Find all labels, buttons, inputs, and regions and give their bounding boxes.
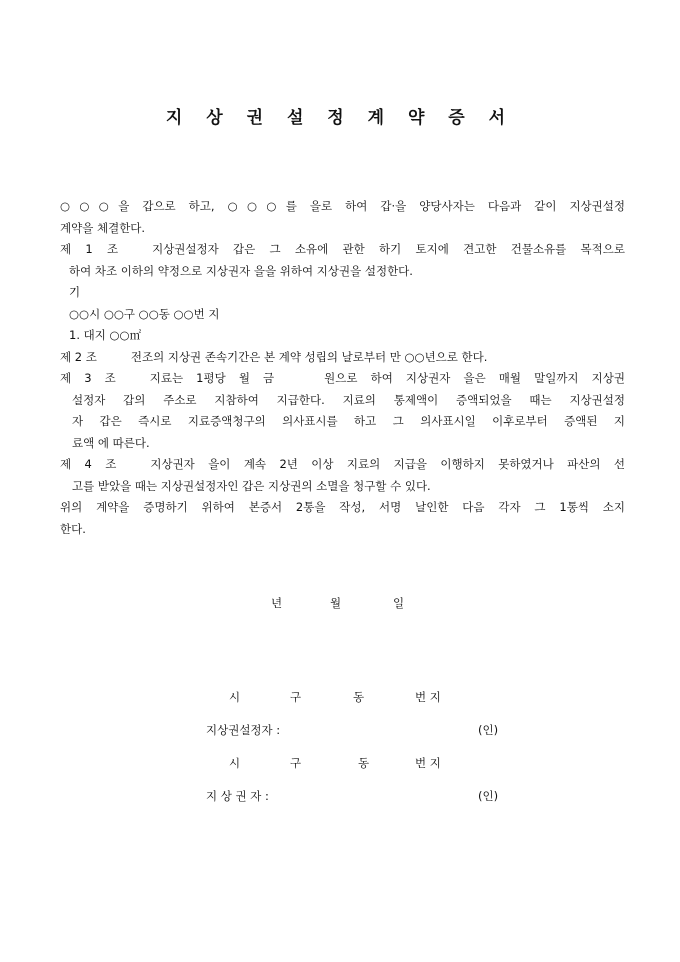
article-text: 전조의 지상권 존속기간은 본 계약 성립의 날로부터 만 ○○년으로 한다. <box>130 349 488 364</box>
seal-mark: (인) <box>478 723 499 737</box>
address-si: 시 <box>229 690 241 704</box>
contract-date <box>0 595 680 615</box>
article-2-line <box>60 347 625 369</box>
article-text: 지료는 1평당 월 금 <box>149 371 275 385</box>
article-4-line <box>60 454 625 476</box>
date-year: 년 <box>271 596 283 610</box>
holder-label: 지 상 권 자 : <box>206 789 269 803</box>
address-beonji: 번 지 <box>415 690 441 704</box>
address-gu: 구 <box>290 690 302 704</box>
grantor-signature <box>0 722 680 742</box>
article-1-line: 하여 차조 이하의 약정으로 지상권자 을을 위하여 지상권을 설정한다. <box>69 263 413 278</box>
address-dong: 동 <box>358 756 370 770</box>
closing-line: 위의 계약을 증명하기 위하여 본증서 2통을 작성, 서명 날인한 다음 각자 그 1통씩 소지 <box>60 500 625 514</box>
seal-mark: (인) <box>478 789 499 803</box>
address-dong: 동 <box>353 690 365 704</box>
article-text: 지상권설정자 갑은 그 소유에 관한 하기 토지에 견고한 건물소유를 목적으로 <box>152 242 625 256</box>
document-title: 지 상 권 설 정 계 약 증 서 <box>165 108 515 128</box>
article-text: 지상권자 을이 계속 2년 이상 지료의 지급을 이행하지 못하였거나 파산의 선 <box>150 457 625 471</box>
intro-line: 계약을 체결한다. <box>60 220 146 235</box>
closing-line: 한다. <box>60 521 86 536</box>
article-3-line <box>60 368 625 390</box>
article-3-line: 설정자 갑의 주소로 지참하여 지급한다. 지료의 통제액이 증액되었을 때는 지상권설정 <box>72 392 625 407</box>
article-4-line: 고를 받았을 때는 지상권설정자인 갑은 지상권의 소멸을 청구할 수 있다. <box>72 478 431 493</box>
article-label: 제 1 조 <box>60 242 119 256</box>
date-month: 월 <box>330 596 342 610</box>
address-si: 시 <box>229 756 241 770</box>
article-label: 제 3 조 <box>60 371 116 385</box>
article-3-line: 료액 에 따른다. <box>72 435 150 450</box>
grantor-address <box>0 689 680 709</box>
article-label: 제 4 조 <box>60 457 117 471</box>
contract-body <box>60 196 625 540</box>
land-area: 1. 대지 ○○㎡ <box>69 328 142 342</box>
gi-heading: 기 <box>69 285 81 299</box>
address-gu: 구 <box>290 756 302 770</box>
grantor-label: 지상권설정자 : <box>206 723 281 737</box>
address-beonji: 번 지 <box>415 756 441 770</box>
article-label: 제 2 조 <box>60 349 97 364</box>
article-text: 원으로 하여 지상권자 을은 매월 말일까지 지상권 <box>324 371 625 385</box>
article-3-line: 자 갑은 즉시로 지료증액청구의 의사표시를 하고 그 의사표시일 이후로부터 증액된 지 <box>72 414 625 428</box>
article-1-line <box>60 239 625 261</box>
land-address: ○○시 ○○구 ○○동 ○○번 지 <box>69 306 220 321</box>
holder-signature <box>0 788 680 808</box>
holder-address <box>0 755 680 775</box>
date-day: 일 <box>393 596 405 610</box>
intro-line: ○○○을 갑으로 하고, ○○○를 을로 하여 갑·을 양당사자는 다음과 같이 지상권설정 <box>60 199 625 213</box>
